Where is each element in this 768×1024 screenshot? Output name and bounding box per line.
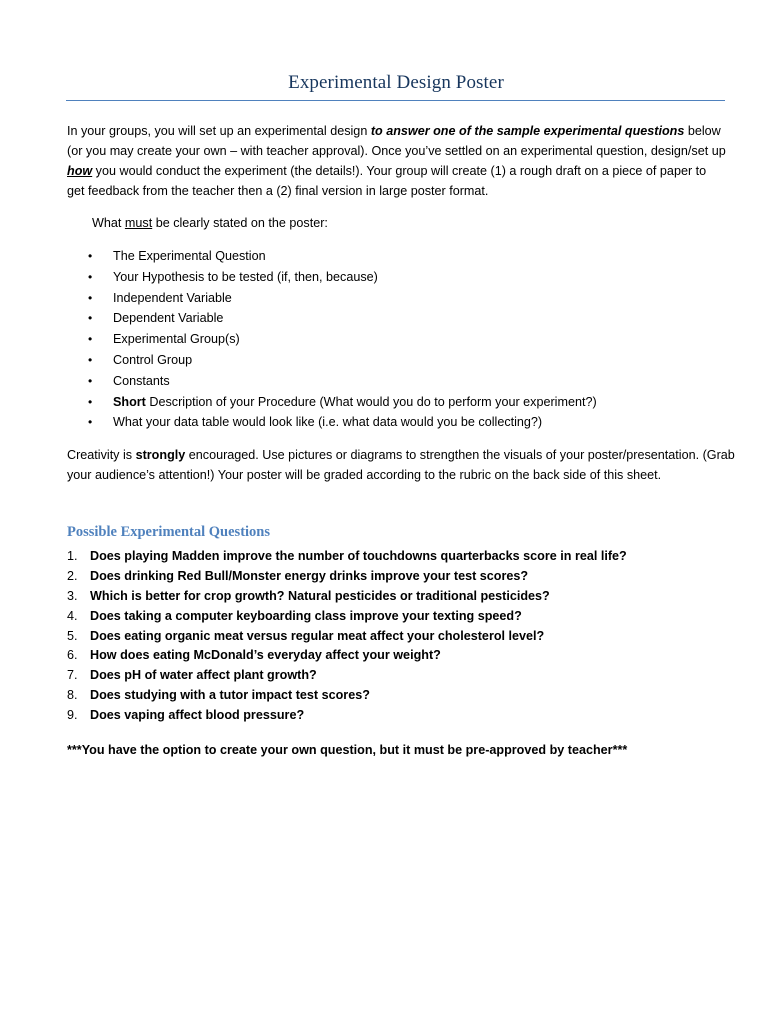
question-number: 3.	[67, 588, 78, 603]
page-title: Experimental Design Poster	[288, 72, 504, 93]
requirement-item	[88, 329, 597, 350]
question-item	[67, 645, 627, 665]
question-item	[67, 685, 627, 705]
question-number: 4.	[67, 608, 78, 623]
bullet-icon: •	[88, 373, 93, 388]
questions-heading: Possible Experimental Questions	[67, 524, 271, 540]
creativity-paragraph	[67, 445, 737, 485]
intro-emphasis: to answer one of the sample experimental questions	[370, 124, 685, 138]
bullet-icon: •	[88, 332, 93, 347]
requirement-text: Constants	[113, 373, 170, 388]
question-text: How does eating McDonald’s everyday affect your weight?	[90, 648, 441, 663]
approval-note: ***You have the option to create your own question, but it must be pre-approved by teacher***	[67, 743, 628, 757]
question-text: Does studying with a tutor impact test scores?	[90, 688, 370, 703]
must-word: must	[124, 216, 153, 230]
question-number: 2.	[67, 568, 78, 583]
question-item	[67, 566, 627, 586]
question-text: Which is better for crop growth? Natural pesticides or traditional pesticides?	[90, 588, 550, 603]
question-item	[67, 665, 627, 685]
must-line-before: What	[92, 216, 125, 230]
requirement-bold: Short	[113, 394, 146, 409]
question-number: 5.	[67, 628, 78, 643]
bullet-icon: •	[88, 415, 93, 430]
question-item	[67, 626, 627, 646]
intro-how-emphasis: how	[67, 164, 93, 178]
question-text: Does drinking Red Bull/Monster energy drinks improve your test scores?	[90, 568, 529, 583]
bullet-icon: •	[88, 311, 93, 326]
question-text: Does eating organic meat versus regular meat affect your cholesterol level?	[90, 628, 545, 643]
requirement-text: Dependent Variable	[113, 311, 224, 326]
title-underline-rule	[66, 100, 725, 101]
bullet-icon: •	[88, 249, 93, 263]
requirement-text: Experimental Group(s)	[113, 332, 240, 347]
question-text: Does taking a computer keyboarding class improve your texting speed?	[90, 608, 522, 623]
requirement-item	[88, 308, 597, 329]
requirement-item	[88, 288, 597, 309]
question-number: 8.	[67, 688, 78, 703]
requirement-text: The Experimental Question	[113, 249, 266, 263]
requirement-text: Independent Variable	[113, 290, 232, 305]
question-item	[67, 606, 627, 626]
intro-paragraph	[67, 121, 727, 201]
question-number: 1.	[67, 549, 78, 563]
requirement-item	[88, 371, 597, 392]
requirement-text: Your Hypothesis to be tested (if, then, because)	[113, 269, 378, 284]
requirements-list	[88, 246, 597, 433]
requirement-item	[88, 392, 597, 413]
bullet-icon: •	[88, 290, 93, 305]
requirement-text: Description of your Procedure (What would you do to perform your experiment?)	[145, 394, 597, 409]
intro-text-2: below (or you may create your own – with teacher approval). Once you’ve settled on an experimental question, design/set up	[67, 124, 726, 158]
requirement-item	[88, 267, 597, 288]
bullet-icon: •	[88, 352, 93, 367]
requirement-text: What your data table would look like (i.e. what data would you be collecting?)	[113, 415, 543, 430]
questions-list	[67, 546, 627, 725]
question-number: 6.	[67, 648, 78, 663]
requirements-intro	[92, 213, 328, 233]
requirement-item	[88, 246, 597, 267]
requirement-item	[88, 350, 597, 371]
question-item	[67, 705, 627, 725]
intro-text-3: you would conduct the experiment (the details!). Your group will create (1) a rough draft on a piece of paper to get feedback from the teacher then a (2) final version in large poster format.	[67, 164, 707, 198]
question-number: 7.	[67, 668, 78, 683]
question-number: 9.	[67, 708, 78, 723]
bullet-icon: •	[88, 394, 93, 409]
creativity-text-2: encouraged. Use pictures or diagrams to strengthen the visuals of your poster/presentation. (Grab your audience’s attention!) Your poster will be graded according to the rubric on the back side of this sheet.	[67, 448, 735, 482]
bullet-icon: •	[88, 269, 93, 284]
question-text: Does playing Madden improve the number of touchdowns quarterbacks score in real life?	[90, 549, 627, 563]
requirement-text: Control Group	[113, 352, 193, 367]
question-item	[67, 586, 627, 606]
question-item	[67, 546, 627, 566]
creativity-text-1: Creativity is	[67, 448, 136, 462]
question-text: Does pH of water affect plant growth?	[90, 668, 317, 683]
question-text: Does vaping affect blood pressure?	[90, 708, 305, 723]
requirement-item	[88, 412, 597, 433]
strongly-emphasis: strongly	[135, 448, 186, 462]
must-line-after: be clearly stated on the poster:	[152, 216, 328, 230]
intro-text-1: In your groups, you will set up an experimental design	[67, 124, 371, 138]
